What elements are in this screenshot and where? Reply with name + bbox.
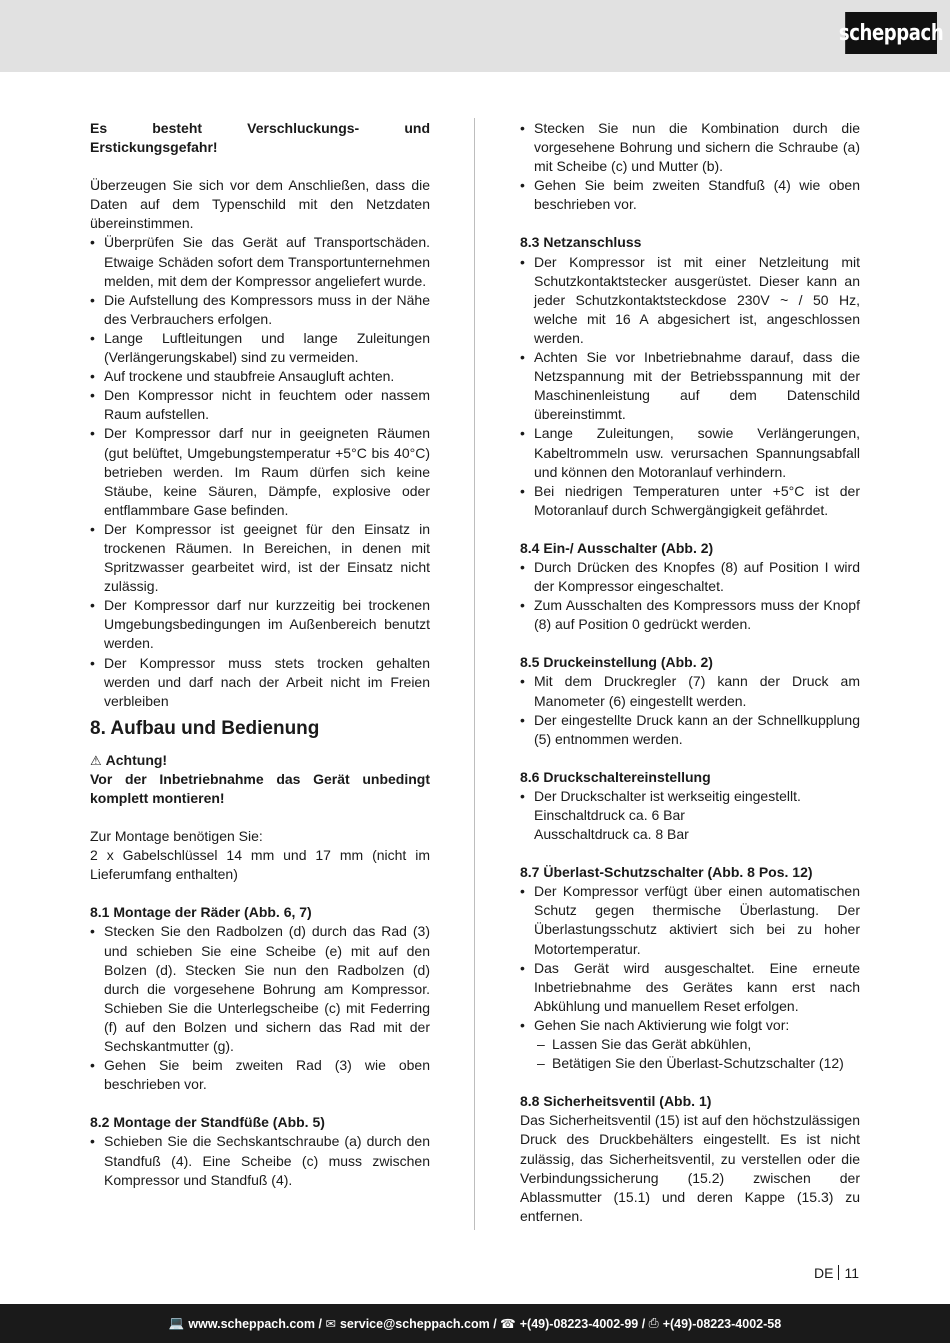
list-item: • Durch Drücken des Knopfes (8) auf Position I wird der Kompressor eingeschaltet.	[520, 558, 860, 596]
subsection-title: 8.8 Sicherheitsventil (Abb. 1)	[520, 1093, 712, 1110]
warning-heading: Es besteht Verschluckungs- und Erstickungsgefahr!	[90, 120, 430, 156]
list-item: • Das Gerät wird ausgeschaltet. Eine erneute Inbetriebnahme des Gerätes kann erst nach Abkühlung und manuellem Reset erfolgen.	[520, 959, 860, 1016]
list-item: • Schieben Sie die Sechskantschraube (a) durch den Standfuß (4). Eine Scheibe (c) muss zwischen Kompressor und Standfuß (4).	[90, 1132, 430, 1189]
list-item: • Der Kompressor ist geeignet für den Einsatz in trockenen Räumen. In Bereichen, in denen mit Spritzwasser gearbeitet wird, ist der Einsatz nicht zulässig.	[90, 520, 430, 596]
column-divider	[474, 118, 475, 1230]
left-column	[90, 119, 430, 1190]
brand-logo: scheppach	[845, 12, 937, 54]
list-item: • Der Kompressor darf nur kurzzeitig bei trockenen Umgebungsbedingungen im Außenbereich benutzt werden.	[90, 596, 430, 653]
list-item: • Lange Zuleitungen, sowie Verlängerungen, Kabeltrommeln usw. verursachen Spannungsabfall und können den Motoranlauf verhindern.	[520, 424, 860, 481]
list-item: • Auf trockene und staubfreie Ansaugluft achten.	[90, 367, 430, 386]
list-item: • Den Kompressor nicht in feuchtem oder nassem Raum aufstellen.	[90, 386, 430, 424]
footer-web-link[interactable]: www.scheppach.com /	[188, 1316, 322, 1331]
warning-triangle-icon: ⚠	[90, 752, 102, 768]
attention-label: Achtung!	[105, 751, 168, 768]
list-item: • Der Kompressor verfügt über einen automatischen Schutz gegen thermische Überlastung. Der Überlastungsschutz aktiviert sich bei zu hoher Motortemperatur.	[520, 882, 860, 958]
subsection-title: 8.7 Überlast-Schutzschalter (Abb. 8 Pos. 12)	[520, 864, 813, 881]
list-item: • Gehen Sie beim zweiten Standfuß (4) wie oben beschrieben vor.	[520, 176, 860, 214]
page-number	[814, 1265, 859, 1281]
page-number-separator	[838, 1265, 839, 1280]
pressure-on-value: Einschaltdruck ca. 6 Bar	[534, 807, 685, 823]
list-item: • Der Kompressor ist mit einer Netzleitung mit Schutzkontaktstecker ausgerüstet. Dieser kann an jeder Schutzkontaktsteckdose 230V ~ / 50 Hz, welche mit 16 A abgesichert ist, angeschlossen werden.	[520, 253, 860, 348]
list-item: • Der Kompressor darf nur in geeigneten Räumen (gut belüftet, Umgebungstemperatur +5°C bis 40°C) betrieben werden. Im Raum dürfen sich keine Stäube, keine Säuren, Dämpfe, explosive oder entflammbare Gase befinden.	[90, 424, 430, 519]
list-item: • Zum Ausschalten des Kompressors muss der Knopf (8) auf Position 0 gedrückt werden.	[520, 596, 860, 634]
header-bar	[0, 0, 950, 72]
list-item: • Lange Luftleitungen und lange Zuleitungen (Verlängerungskabel) sind zu vermeiden.	[90, 329, 430, 367]
footer-phone: +(49)-08223-4002-99 /	[519, 1316, 646, 1331]
computer-icon: 💻	[168, 1316, 185, 1330]
intro-paragraph: Überzeugen Sie sich vor dem Anschließen, dass die Daten auf dem Typenschild mit den Netzdaten übereinstimmen.	[90, 177, 430, 232]
subsection-title: 8.3 Netzanschluss	[520, 234, 642, 251]
tools-intro: Zur Montage benötigen Sie:	[90, 828, 263, 845]
subsection-title: 8.2 Montage der Standfüße (Abb. 5)	[90, 1114, 325, 1131]
mail-icon: ✉	[325, 1317, 336, 1331]
safety-valve-paragraph: Das Sicherheitsventil (15) ist auf den höchstzulässigen Druck des Druckbehälters eingestellt. Es ist nicht zulässig, das Sicherheitsventil, zu verstellen oder die Verbindungssicherung (15.2) zwischen der Ablassmutter (15.1) und deren Kappe (15.3) zu entfernen.	[520, 1112, 860, 1224]
list-item: • Der Druckschalter ist werkseitig eingestellt.	[520, 787, 860, 806]
footer-mail-link[interactable]: service@scheppach.com /	[339, 1316, 497, 1331]
subsection-title: 8.4 Ein-/ Ausschalter (Abb. 2)	[520, 539, 714, 556]
section-title: 8. Aufbau und Bedienung	[90, 717, 320, 739]
fax-icon: ⎙	[648, 1316, 659, 1330]
footer-bar	[0, 1304, 950, 1343]
list-item: • Gehen Sie nach Aktivierung wie folgt vor:	[520, 1016, 860, 1035]
attention-text: Vor der Inbetriebnahme das Gerät unbedingt komplett montieren!	[90, 770, 430, 806]
dash-item: – Lassen Sie das Gerät abkühlen,	[520, 1035, 860, 1054]
right-column	[520, 119, 860, 1226]
safety-list	[90, 233, 430, 710]
list-item: • Der Kompressor muss stets trocken gehalten werden und darf nach der Arbeit nicht im Freien verbleiben	[90, 654, 430, 711]
tools-text: 2 x Gabelschlüssel 14 mm und 17 mm (nicht im Lieferumfang enthalten)	[90, 847, 430, 883]
attention-label-line	[90, 751, 430, 770]
pressure-off-value: Ausschaltdruck ca. 8 Bar	[534, 826, 689, 843]
list-item: • Bei niedrigen Temperaturen unter +5°C ist der Motoranlauf durch Schwergängigkeit gefährdet.	[520, 482, 860, 520]
subsection-title: 8.1 Montage der Räder (Abb. 6, 7)	[90, 904, 312, 921]
phone-icon: ☎	[500, 1317, 516, 1331]
list-item: • Der eingestellte Druck kann an der Schnellkupplung (5) entnommen werden.	[520, 711, 860, 749]
list-item: • Mit dem Druckregler (7) kann der Druck am Manometer (6) eingestellt werden.	[520, 672, 860, 710]
footer-fax: +(49)-08223-4002-58	[662, 1316, 782, 1331]
subsection-title: 8.6 Druckschaltereinstellung	[520, 768, 711, 785]
subsection-title: 8.5 Druckeinstellung (Abb. 2)	[520, 654, 713, 671]
list-item: • Die Aufstellung des Kompressors muss in der Nähe des Verbrauchers erfolgen.	[90, 291, 430, 329]
page-number-value: 11	[844, 1265, 859, 1281]
list-item: • Überprüfen Sie das Gerät auf Transportschäden. Etwaige Schäden sofort dem Transportunternehmen melden, mit dem der Kompressor angeliefert wurde.	[90, 233, 430, 290]
list-item: • Gehen Sie beim zweiten Rad (3) wie oben beschrieben vor.	[90, 1056, 430, 1094]
list-item: • Stecken Sie nun die Kombination durch die vorgesehene Bohrung und sichern die Schraube (a) mit Scheibe (c) und Mutter (b).	[520, 119, 860, 176]
page-language: DE	[814, 1265, 834, 1281]
list-item: • Achten Sie vor Inbetriebnahme darauf, dass die Netzspannung mit der Betriebsspannung mit der Maschinenleistung auf dem Datenschild übereinstimmt.	[520, 348, 860, 424]
list-item: • Stecken Sie den Radbolzen (d) durch das Rad (3) und schieben Sie eine Scheibe (e) mit auf den Bolzen (d). Stecken Sie nun den Radbolzen (d) durch die vorgesehene Bohrung am Kompressor. Schieben Sie die Unterlegscheibe (c) mit Federring (f) auf den Bolzen und sichern das Rad mit der Sechskantmutter (g).	[90, 922, 430, 1056]
dash-item: – Betätigen Sie den Überlast-Schutzschalter (12)	[520, 1054, 860, 1073]
